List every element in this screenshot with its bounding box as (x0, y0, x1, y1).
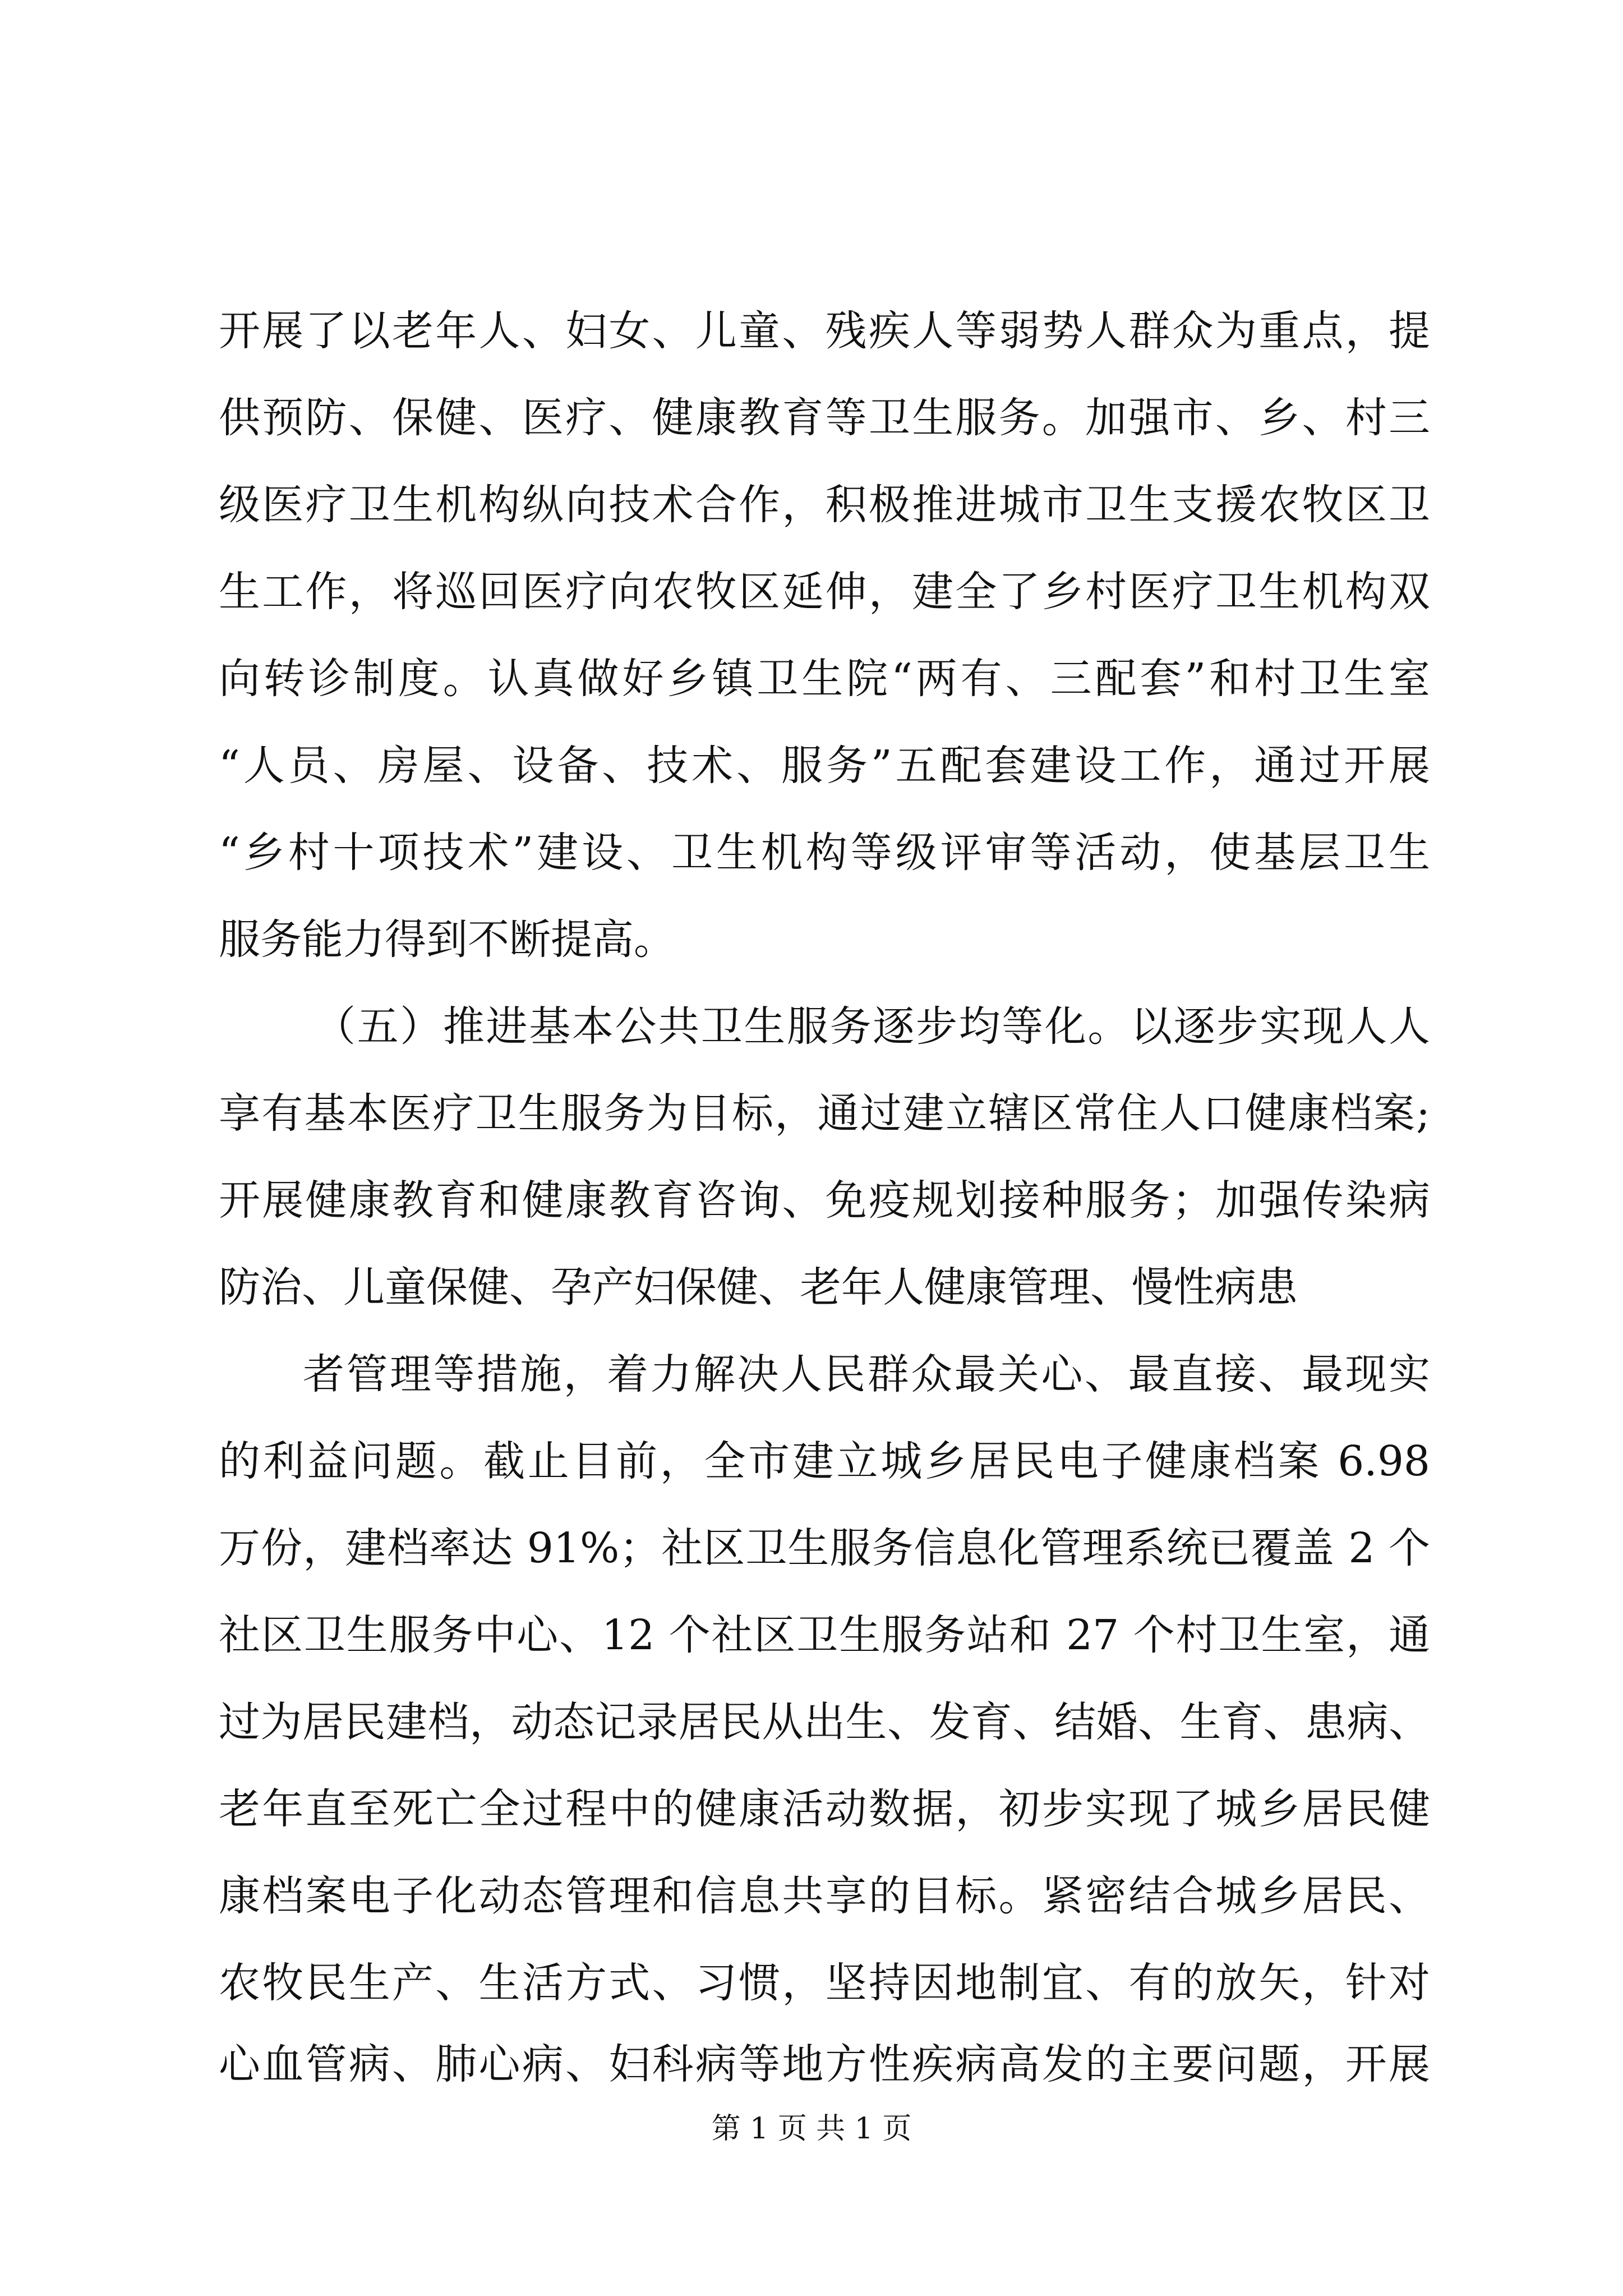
paragraph-line: 心血管病、肺心病、妇科病等地方性疾病高发的主要问题，开展 (219, 2040, 1430, 2088)
paragraph-line: 开展了以老年人、妇女、儿童、残疾人等弱势人群众为重点，提 (219, 307, 1430, 355)
paragraph-line: 供预防、保健、医疗、健康教育等卫生服务。加强市、乡、村三 (219, 394, 1430, 442)
paragraph-line: 过为居民建档，动态记录居民从出生、发育、结婚、生育、患病、 (219, 1698, 1430, 1746)
paragraph-line: 生工作，将巡回医疗向农牧区延伸，建全了乡村医疗卫生机构双 (219, 568, 1430, 616)
paragraph-line: 万份，建档率达 91%；社区卫生服务信息化管理系统已覆盖 2 个 (219, 1524, 1430, 1572)
paragraph-line: 服务能力得到不断提高。 (219, 915, 675, 964)
paragraph-line: 级医疗卫生机构纵向技术合作，积极推进城市卫生支援农牧区卫 (219, 481, 1430, 529)
paragraph-line: 社区卫生服务中心、12 个社区卫生服务站和 27 个村卫生室，通 (219, 1611, 1430, 1659)
paragraph-line: “乡村十项技术”建设、卫生机构等级评审等活动，使基层卫生 (219, 829, 1430, 877)
paragraph-line: 农牧民生产、生活方式、习惯，坚持因地制宜、有的放矢，针对 (219, 1959, 1430, 2007)
paragraph-line: 的利益问题。截止目前，全市建立城乡居民电子健康档案 6.98 (219, 1437, 1430, 1485)
paragraph-line: “人员、房屋、设备、技术、服务”五配套建设工作，通过开展 (219, 742, 1430, 790)
paragraph-line: 向转诊制度。认真做好乡镇卫生院“两有、三配套”和村卫生室 (219, 655, 1430, 703)
paragraph-line: 开展健康教育和健康教育咨询、免疫规划接种服务；加强传染病 (219, 1176, 1430, 1225)
section-heading-line: （五）推进基本公共卫生服务逐步均等化。以逐步实现人人 (314, 1002, 1430, 1051)
paragraph-line: 享有基本医疗卫生服务为目标，通过建立辖区常住人口健康档案; (219, 1089, 1430, 1138)
paragraph-line: 老年直至死亡全过程中的健康活动数据，初步实现了城乡居民健 (219, 1785, 1430, 1833)
page-footer: 第 1 页 共 1 页 (711, 2112, 912, 2146)
paragraph-line: 者管理等措施，着力解决人民群众最关心、最直接、最现实 (303, 1350, 1430, 1398)
paragraph-line: 康档案电子化动态管理和信息共享的目标。紧密结合城乡居民、 (219, 1872, 1430, 1920)
paragraph-line: 防治、儿童保健、孕产妇保健、老年人健康管理、慢性病患 (219, 1263, 1298, 1312)
